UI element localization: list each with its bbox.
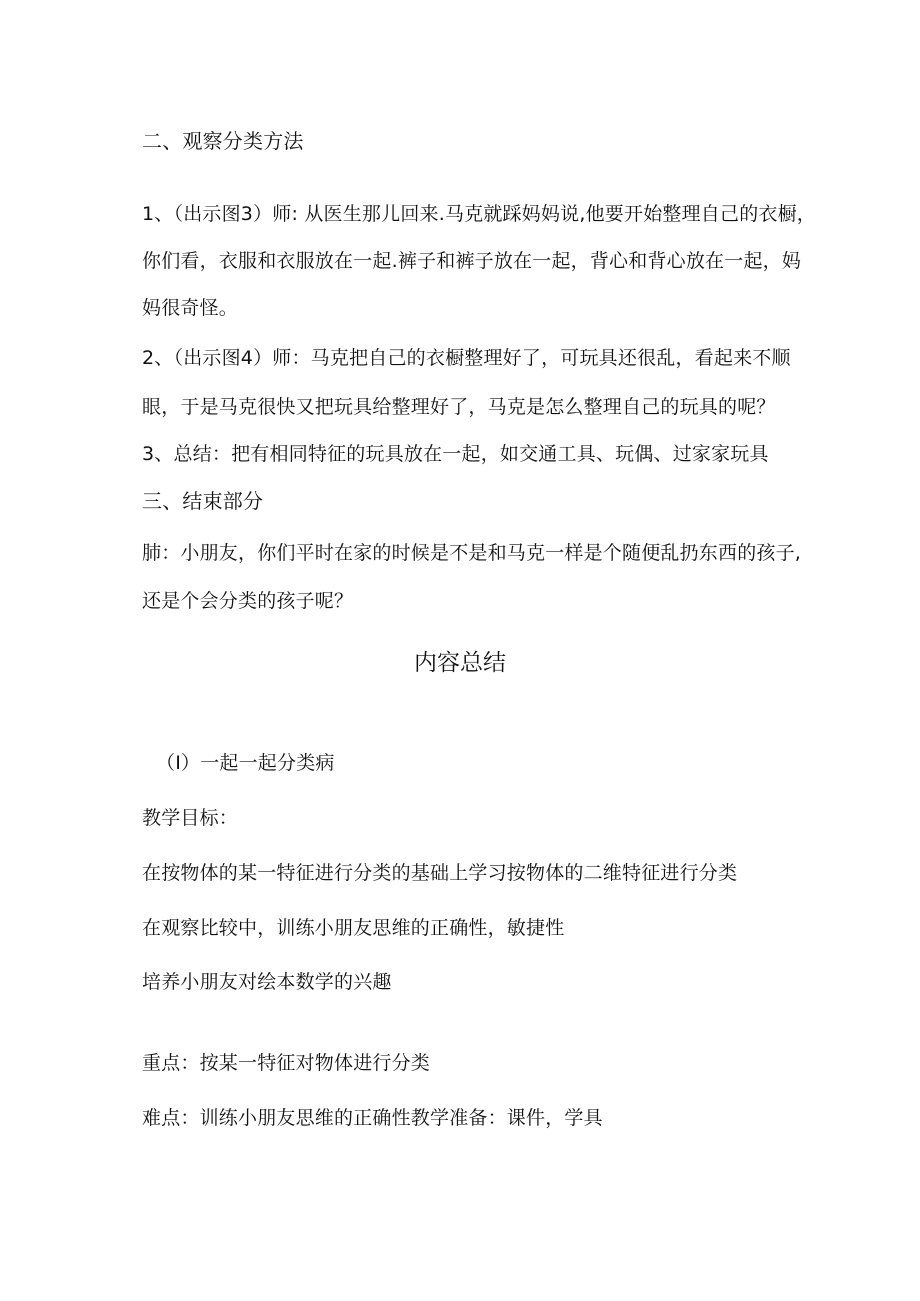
paragraph-item2-line2: 眼，于是马克很快又把玩具给整理好了，马克是怎么整理自己的玩具的呢？ <box>142 396 776 418</box>
paragraph-item1-line1: 1、（出示图3）师: 从医生那儿回来.马克就踩妈妈说,他要开始整理自己的衣橱， <box>142 203 816 225</box>
difficulty-point: 难点：训练小朋友思维的正确性教学准备：课件，学具 <box>142 1107 603 1129</box>
paragraph-item1-line3: 妈很奇怪。 <box>142 297 239 319</box>
paragraph-ending-line2: 还是个会分类的孩子呢？ <box>142 590 354 612</box>
paragraph-item2-line1: 2、（出示图4）师：马克把自己的衣橱整理好了，可玩具还很乱，看起来不顺 <box>142 347 791 369</box>
teaching-goals-label: 教学目标： <box>142 807 239 829</box>
key-point: 重点：按某一特征对物体进行分类 <box>142 1052 431 1074</box>
section-heading-observe-classify: 二、观察分类方法 <box>142 129 304 153</box>
paragraph-item3: 3、总结：把有相同特征的玩具放在一起，如交通工具、玩偶、过家家玩具 <box>142 443 769 465</box>
section-heading-ending: 三、结束部分 <box>142 489 264 513</box>
paragraph-ending-line1: 肺：小朋友，你们平时在家的时候是不是和马克一样是个随便乱扔东西的孩子, <box>142 542 802 564</box>
teaching-goal-3: 培养小朋友对绘本数学的兴趣 <box>142 971 392 993</box>
teaching-goal-1: 在按物体的某一特征进行分类的基础上学习按物体的二维特征进行分类 <box>142 862 738 884</box>
summary-title: 内容总结 <box>414 650 506 676</box>
summary-subtitle: （I）一起一起分类病 <box>156 752 335 774</box>
paragraph-item1-line2: 你们看，衣服和衣服放在一起.裤子和裤子放在一起，背心和背心放在一起，妈 <box>142 250 802 272</box>
teaching-goal-2: 在观察比较中，训练小朋友思维的正确性，敏捷性 <box>142 917 565 939</box>
